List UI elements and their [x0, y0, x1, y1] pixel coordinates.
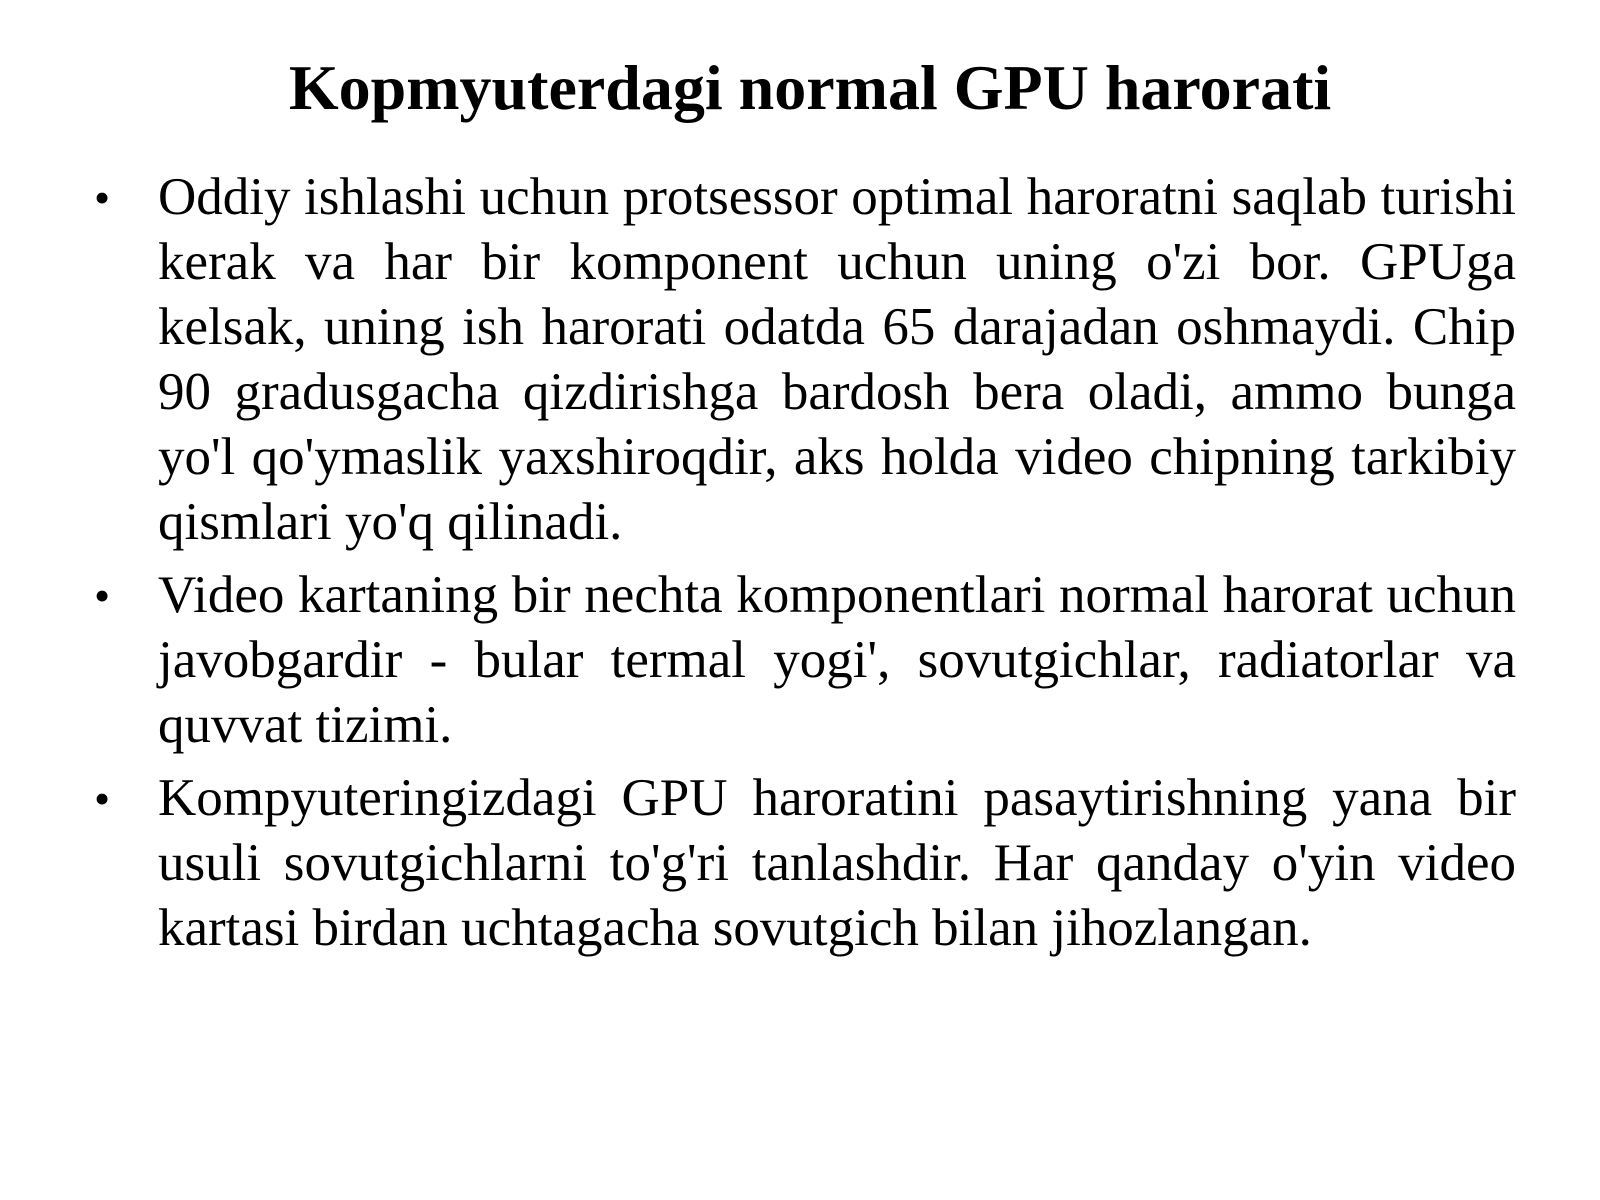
bullet-text: Kompyuteringizdagi GPU haroratini pasaytirishning yana bir usuli sovutgichlarni to'g'ri tanlashdir. Har qanday o'yin video kartasi birdan uchtagacha sovutgich bilan jihozlangan.: [158, 769, 1516, 957]
bullet-icon: •: [94, 773, 111, 824]
bullet-icon: •: [94, 570, 111, 621]
bullet-text: Video kartaning bir nechta komponentlari normal harorat uchun javobgardir - bular termal yogi', sovutgichlar, radiatorlar va quvvat tizimi.: [158, 566, 1516, 754]
slide-title: Kopmyuterdagi normal GPU harorati: [288, 52, 1332, 123]
bullet-item: [0, 165, 1516, 555]
bullet-item: [0, 563, 1516, 758]
bullet-text: Oddiy ishlashi uchun protsessor optimal haroratni saqlab turishi kerak va har bir komponent uchun uning o'zi bor. GPUga kelsak, uning ish harorati odatda 65 darajadan oshmaydi. Chip 90 gradusgacha qizdirishga bardosh bera oladi, ammo bunga yo'l qo'ymaslik yaxshiroqdir, aks holda video chipning tarkibiy qismlari yo'q qilinadi.: [158, 168, 1516, 551]
bullet-icon: •: [94, 172, 111, 223]
bullet-list: [0, 165, 1600, 969]
bullet-item: [0, 766, 1516, 961]
